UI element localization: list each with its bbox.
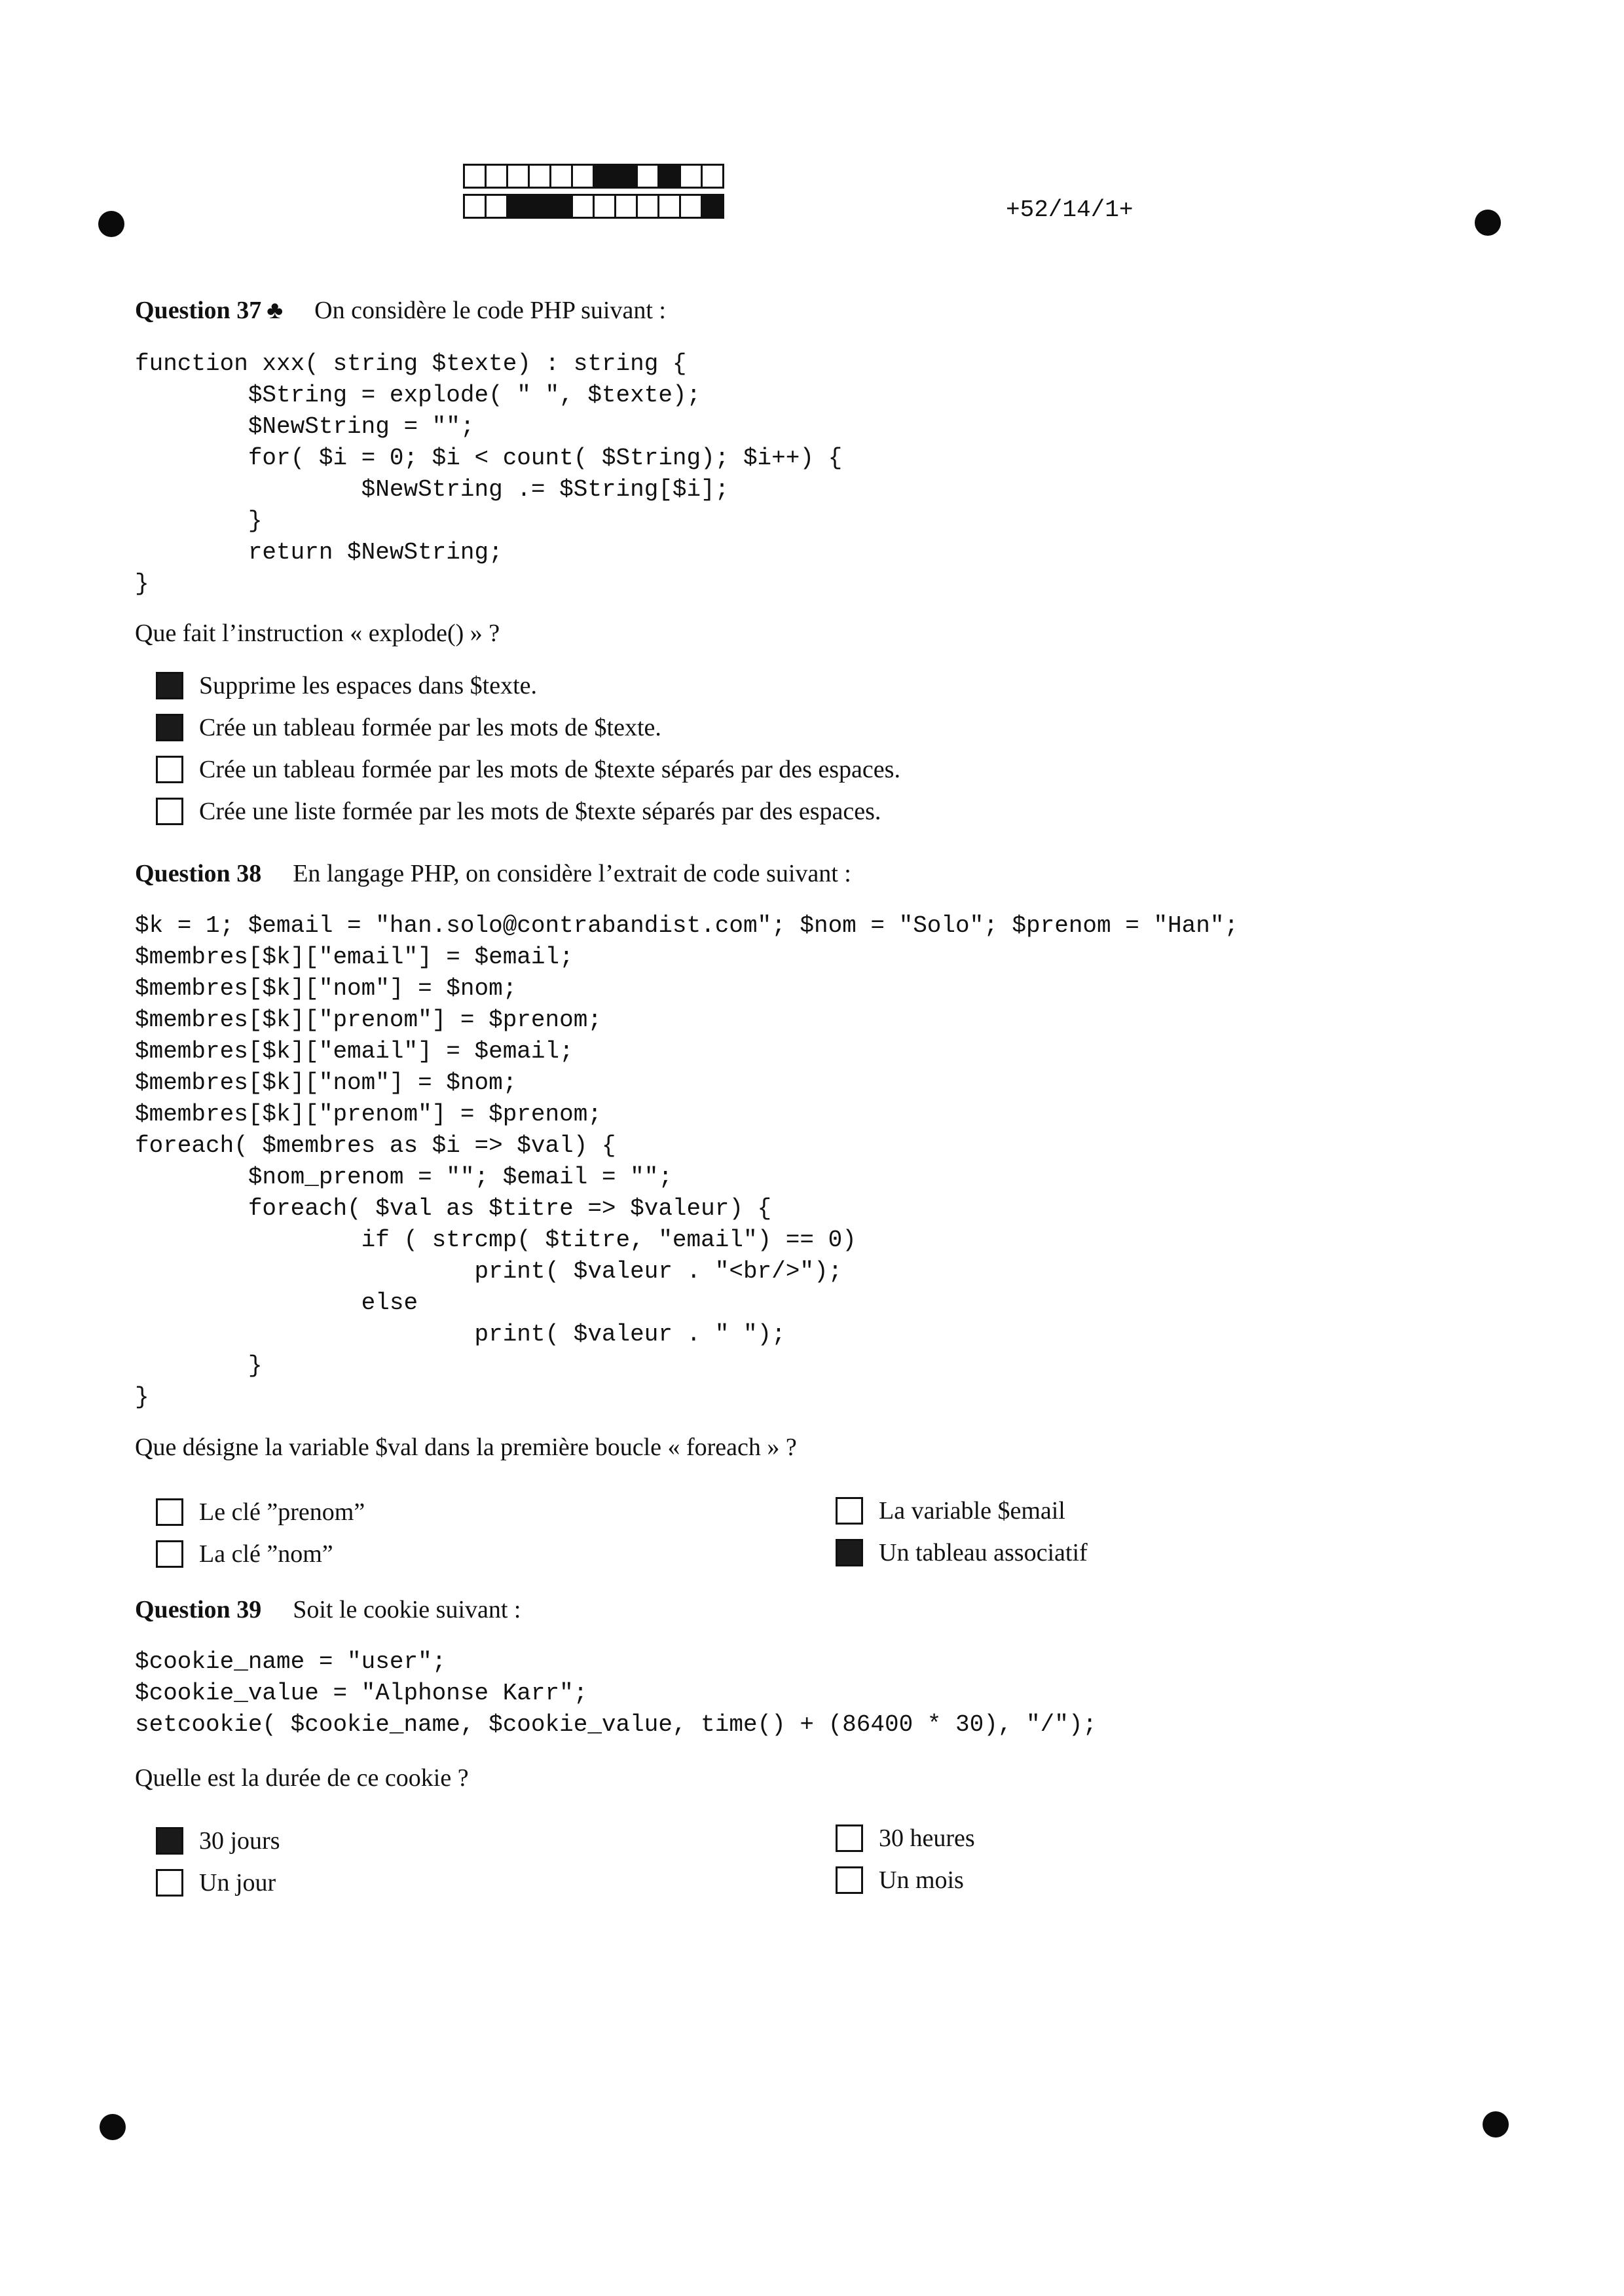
code-line: $NewString .= $String[$i]; <box>135 476 729 503</box>
answer-checkbox[interactable] <box>836 1824 863 1852</box>
code-line: $membres[$k]["email"] = $email; <box>135 1038 574 1065</box>
option-label: Crée un tableau formée par les mots de $texte. <box>199 714 661 741</box>
code-line: $membres[$k]["nom"] = $nom; <box>135 975 517 1002</box>
code-line: $membres[$k]["email"] = $email; <box>135 944 574 971</box>
barcode-cell <box>701 164 724 189</box>
answer-checkbox[interactable] <box>836 1539 863 1566</box>
barcode-cell <box>614 164 638 189</box>
code-line: print( $valeur . " "); <box>135 1321 786 1348</box>
question-39-label: Question 39 <box>135 1596 262 1623</box>
answer-checkbox[interactable] <box>156 714 183 741</box>
question-39-option-3[interactable] <box>836 1822 975 1855</box>
code-line: $cookie_value = "Alphonse Karr"; <box>135 1680 588 1707</box>
code-line: $membres[$k]["prenom"] = $prenom; <box>135 1101 602 1128</box>
code-line: $membres[$k]["prenom"] = $prenom; <box>135 1007 602 1033</box>
answer-checkbox[interactable] <box>836 1497 863 1525</box>
barcode-cell <box>463 164 487 189</box>
question-39-option-4[interactable] <box>836 1864 964 1897</box>
code-line: $membres[$k]["nom"] = $nom; <box>135 1069 517 1096</box>
option-label: 30 heures <box>879 1824 975 1852</box>
option-label: Crée une liste formée par les mots de $texte séparés par des espaces. <box>199 798 881 825</box>
code-line: } <box>135 1384 149 1411</box>
question-39-option-2[interactable] <box>156 1866 276 1899</box>
code-line: if ( strcmp( $titre, "email") == 0) <box>135 1227 857 1253</box>
option-label: La variable $email <box>879 1497 1065 1525</box>
code-line: else <box>135 1289 418 1316</box>
page-id: +52/14/1+ <box>1006 196 1134 223</box>
answer-checkbox[interactable] <box>156 1498 183 1526</box>
barcode-cell <box>571 194 595 219</box>
option-label: Supprime les espaces dans $texte. <box>199 672 538 699</box>
corner-mark-bottom-right <box>1483 2111 1509 2138</box>
barcode-cell <box>657 164 681 189</box>
code-line: foreach( $val as $titre => $valeur) { <box>135 1195 772 1222</box>
question-37-intro: On considère le code PHP suivant : <box>314 297 666 324</box>
question-38-option-4[interactable] <box>836 1536 1088 1569</box>
corner-mark-bottom-left <box>100 2114 126 2140</box>
option-label: 30 jours <box>199 1827 280 1855</box>
corner-mark-top-left <box>98 211 124 237</box>
option-label: Un jour <box>199 1869 276 1897</box>
answer-checkbox[interactable] <box>156 1540 183 1568</box>
barcode-cell <box>657 194 681 219</box>
option-label: Un mois <box>879 1866 964 1894</box>
question-39-option-1[interactable] <box>156 1824 280 1857</box>
barcode-cell <box>549 194 573 219</box>
barcode-cell <box>571 164 595 189</box>
barcode-cell <box>463 194 487 219</box>
code-line: $k = 1; $email = "han.solo@contrabandist.com"; $nom = "Solo"; $prenom = "Han"; <box>135 912 1239 939</box>
answer-checkbox[interactable] <box>836 1866 863 1894</box>
question-37-header <box>135 296 666 325</box>
question-38-header <box>135 859 851 888</box>
barcode-cell <box>679 164 703 189</box>
code-line: } <box>135 508 263 534</box>
code-line: function xxx( string $texte) : string { <box>135 350 687 377</box>
question-37-option-4[interactable] <box>156 795 881 828</box>
barcode-cell <box>701 194 724 219</box>
question-37-prompt: Que fait l’instruction « explode() » ? <box>135 620 500 647</box>
question-39-code <box>135 1646 1097 1741</box>
answer-checkbox[interactable] <box>156 798 183 825</box>
question-37-code <box>135 348 842 600</box>
question-38-option-2[interactable] <box>156 1538 333 1570</box>
barcode-cell <box>485 194 508 219</box>
code-line: $NewString = ""; <box>135 413 475 440</box>
corner-mark-top-right <box>1475 210 1501 236</box>
code-line: setcookie( $cookie_name, $cookie_value, time() + (86400 * 30), "/"); <box>135 1711 1098 1738</box>
question-38-intro: En langage PHP, on considère l’extrait de code suivant : <box>293 860 851 887</box>
question-38-label: Question 38 <box>135 860 262 887</box>
code-line: for( $i = 0; $i < count( $String); $i++) { <box>135 445 843 472</box>
barcode-cell <box>485 164 508 189</box>
code-line: return $NewString; <box>135 539 503 566</box>
question-38-option-1[interactable] <box>156 1496 365 1528</box>
question-39-header <box>135 1595 521 1624</box>
question-37-label: Question 37 <box>135 297 262 324</box>
option-label: Crée un tableau formée par les mots de $texte séparés par des espaces. <box>199 756 900 783</box>
barcode-cell <box>679 194 703 219</box>
answer-checkbox[interactable] <box>156 1827 183 1855</box>
answer-checkbox[interactable] <box>156 672 183 699</box>
barcode-cell <box>593 194 616 219</box>
question-37-option-2[interactable] <box>156 711 661 744</box>
code-line: $nom_prenom = ""; $email = ""; <box>135 1164 673 1191</box>
page-barcode-row-2 <box>465 194 724 219</box>
question-38-prompt: Que désigne la variable $val dans la première boucle « foreach » ? <box>135 1434 797 1461</box>
barcode-cell <box>593 164 616 189</box>
barcode-cell <box>528 164 551 189</box>
option-label: La clé ”nom” <box>199 1540 333 1568</box>
question-39-prompt: Quelle est la durée de ce cookie ? <box>135 1764 469 1792</box>
barcode-cell <box>636 194 659 219</box>
code-line: } <box>135 570 149 597</box>
answer-checkbox[interactable] <box>156 756 183 783</box>
club-icon: ♣ <box>267 297 284 324</box>
question-39-intro: Soit le cookie suivant : <box>293 1596 521 1623</box>
question-38-option-3[interactable] <box>836 1494 1065 1527</box>
code-line: print( $valeur . "<br/>"); <box>135 1258 843 1285</box>
barcode-cell <box>614 194 638 219</box>
code-line: $cookie_name = "user"; <box>135 1648 447 1675</box>
code-line: foreach( $membres as $i => $val) { <box>135 1132 616 1159</box>
question-38-code <box>135 910 1238 1413</box>
code-line: $String = explode( " ", $texte); <box>135 382 701 409</box>
barcode-cell <box>636 164 659 189</box>
barcode-cell <box>506 194 530 219</box>
option-label: Un tableau associatif <box>879 1539 1088 1566</box>
barcode-cell <box>549 164 573 189</box>
barcode-cell <box>528 194 551 219</box>
option-label: Le clé ”prenom” <box>199 1498 365 1526</box>
code-line: } <box>135 1352 263 1379</box>
answer-checkbox[interactable] <box>156 1869 183 1897</box>
page-barcode-row-1 <box>465 164 724 189</box>
question-37-option-1[interactable] <box>156 669 537 702</box>
barcode-cell <box>506 164 530 189</box>
question-37-option-3[interactable] <box>156 753 900 786</box>
